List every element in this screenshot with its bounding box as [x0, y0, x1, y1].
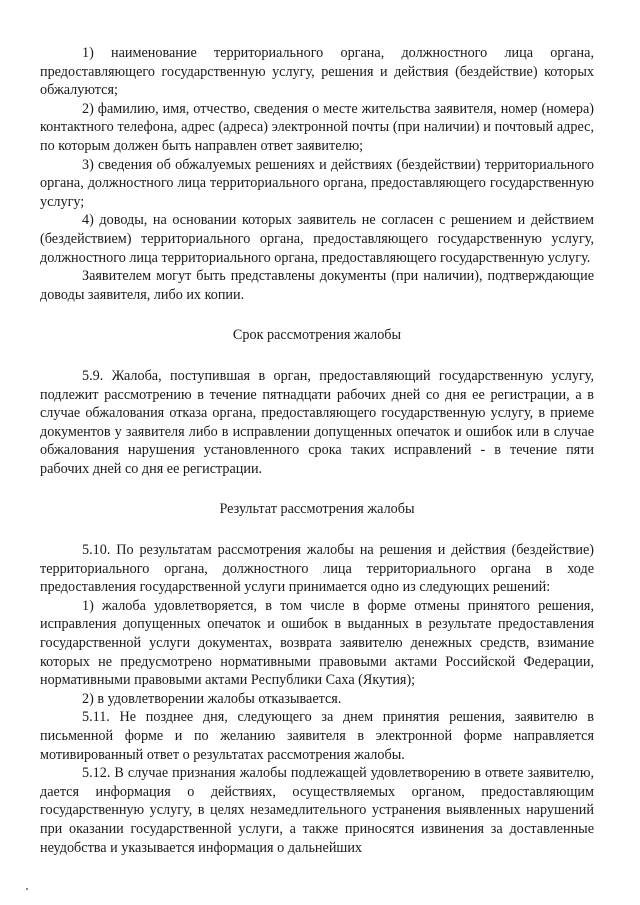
paragraph-5-9: 5.9. Жалоба, поступившая в орган, предоставляющий государственную услугу, подлежит рассмотрению в течение пятнадцати рабочих дней со дня ее регистрации, а в случае обжалования отказа органа, предоставляющего государственную услугу, в приеме документов у заявителя либо в исправлении допущенных опечаток и ошибок или в случае обжалования нарушения установленного срока таких исправлений - в течение пяти рабочих дней со дня ее регистрации.: [40, 367, 594, 477]
paragraph-5-10: 5.10. По результатам рассмотрения жалобы на решения и действия (бездействие) территориального органа, должностного лица территориального органа в ходе предоставления государственной услуги принимается одно из следующих решений:: [40, 542, 594, 596]
list-item-1: 1) наименование территориального органа, должностного лица органа, предоставляющего государственную услугу, решения и действия (бездействие) которых обжалуются;: [40, 45, 594, 99]
decision-item-1: 1) жалоба удовлетворяется, в том числе в форме отмены принятого решения, исправления допущенных опечаток и ошибок в выданных в результате предоставления государственной услуги документах, возврата заявителю денежных средств, взимание которых не предусмотрено нормативными правовыми актами Российской Федерации, нормативными правовыми актами Республики Саха (Якутия);: [40, 597, 594, 689]
paragraph-5-11: 5.11. Не позднее дня, следующего за днем принятия решения, заявителю в письменной форме и по желанию заявителя в электронной форме направляется мотивированный ответ о результатах рассмотрения жалобы.: [40, 709, 594, 763]
list-item-3: 3) сведения об обжалуемых решениях и действиях (бездействии) территориального органа, должностного лица территориального органа, предоставляющего государственную услугу;: [40, 156, 594, 210]
section-heading-review-result: Результат рассмотрения жалобы: [219, 501, 415, 518]
documents-note-paragraph: Заявителем могут быть представлены документы (при наличии), подтверждающие доводы заявителя, либо их копии.: [40, 268, 594, 303]
list-item-4: 4) доводы, на основании которых заявитель не согласен с решением и действием (бездействием) территориального органа, предоставляющего государственную услугу, должностного лица территориального органа, предоставляющего государственную услугу.: [40, 212, 594, 266]
section-heading-review-period: Срок рассмотрения жалобы: [232, 327, 402, 344]
decision-item-2: 2) в удовлетворении жалобы отказывается.: [82, 690, 342, 707]
list-item-2: 2) фамилию, имя, отчество, сведения о месте жительства заявителя, номер (номера) контактного телефона, адрес (адреса) электронной почты (при наличии) и почтовый адрес, по которым должен быть направлен ответ заявителю;: [40, 100, 594, 154]
scan-speck: [26, 888, 28, 890]
paragraph-5-12: 5.12. В случае признания жалобы подлежащей удовлетворению в ответе заявителю, дается информация о действиях, осуществляемых органом, предоставляющим государственную услугу, в целях незамедлительного устранения выявленных нарушений при оказании государственной услуги, а также приносятся извинения за доставленные неудобства и указывается информация о дальнейших: [40, 765, 594, 856]
